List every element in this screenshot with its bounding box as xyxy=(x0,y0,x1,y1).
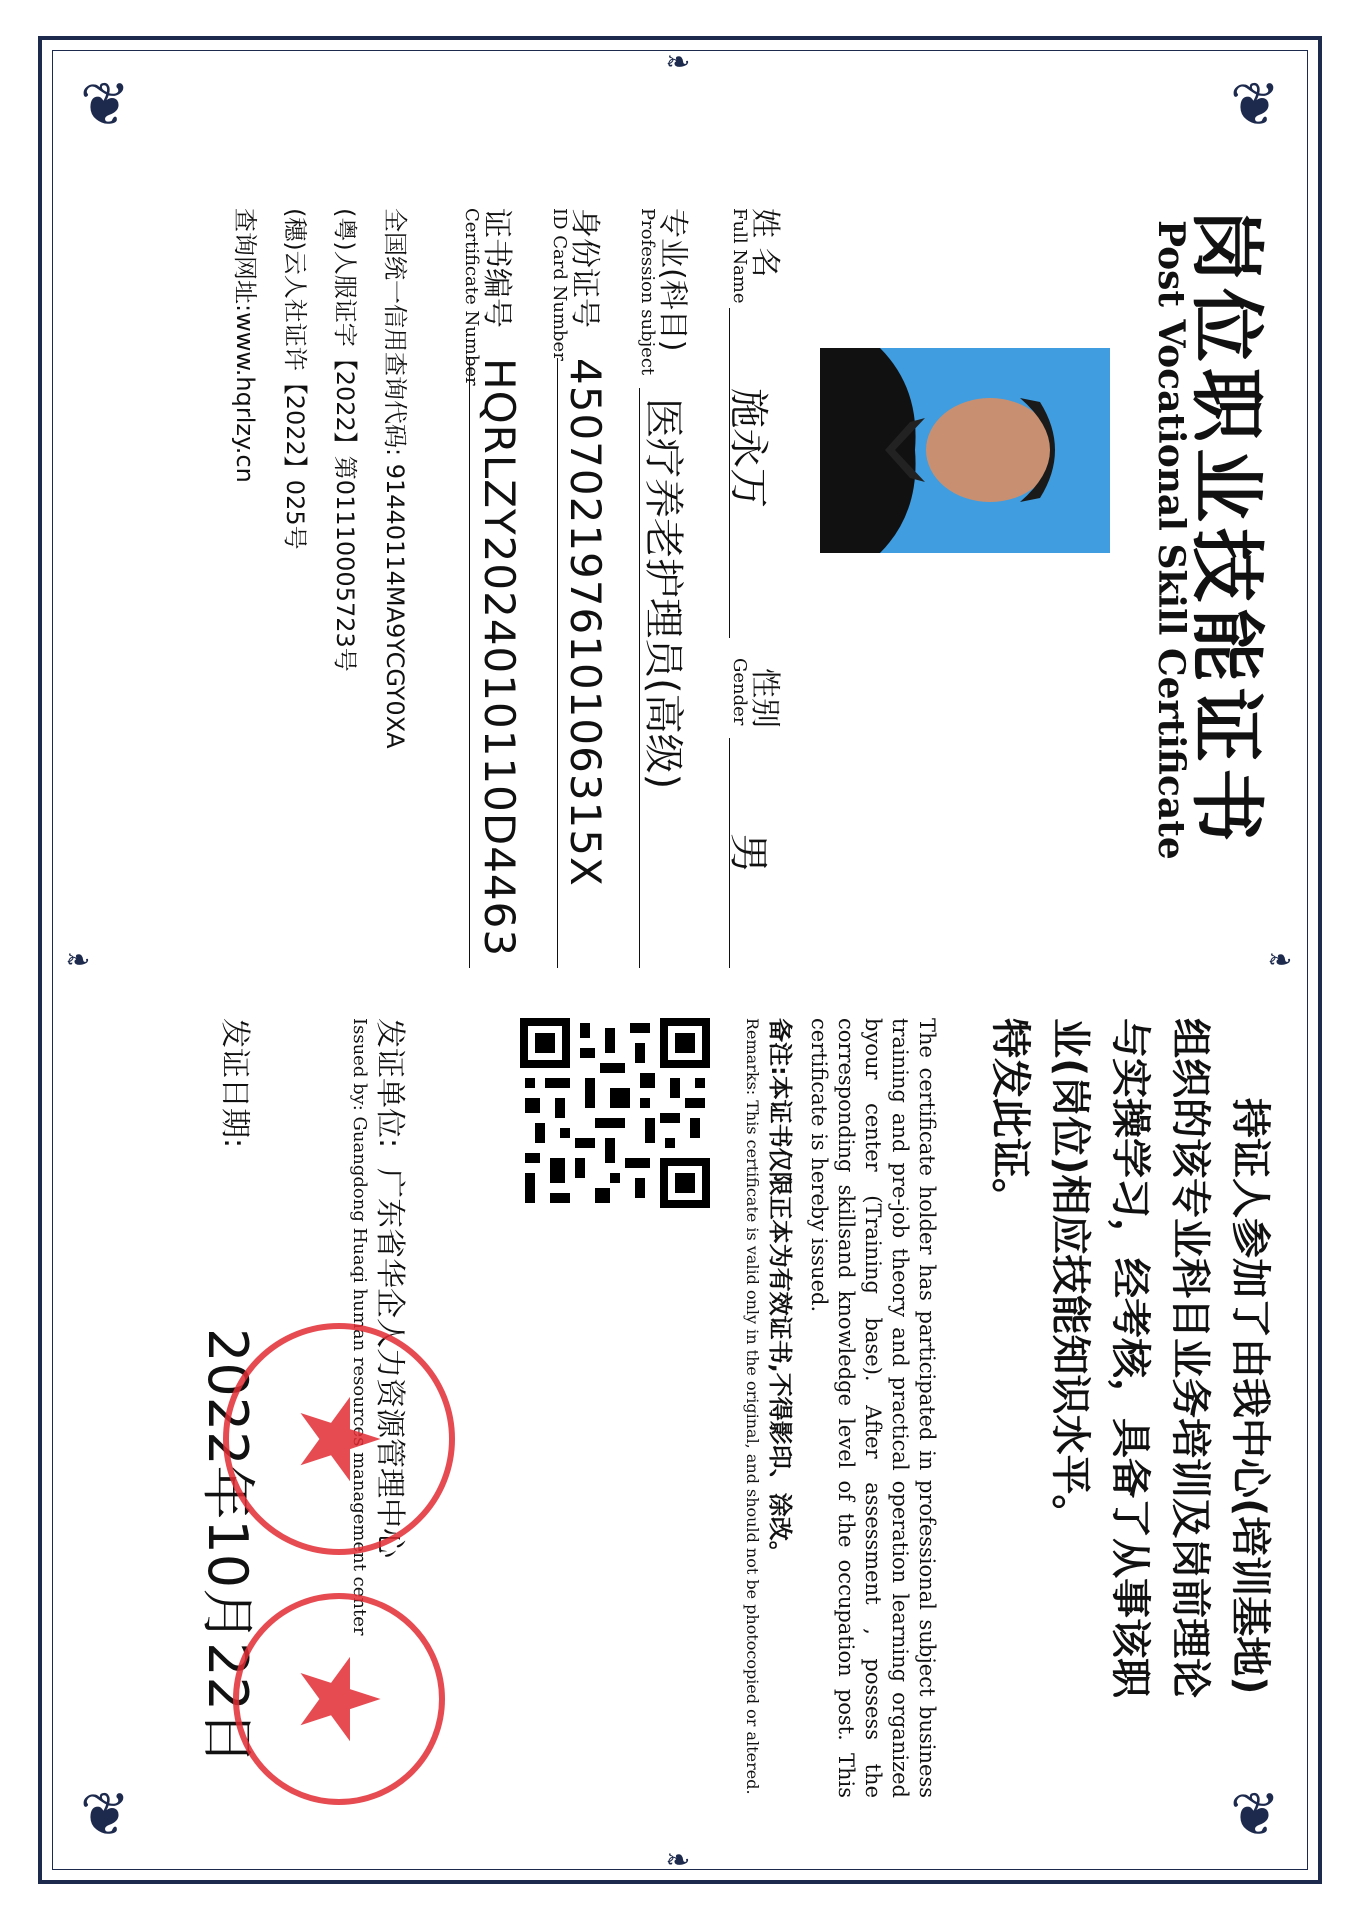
name-underline xyxy=(729,308,730,638)
seal-star-icon: ★ xyxy=(275,1389,403,1489)
certificate-body xyxy=(50,58,1310,1858)
official-seal xyxy=(223,1323,455,1555)
gender-value: 男 xyxy=(725,833,771,873)
title-en: Post Vocational Skill Certificate xyxy=(1150,220,1192,860)
issuer-value: 广东省华企人力资源管理中心 xyxy=(372,1168,407,1558)
profession-label-en: Profession subject xyxy=(637,208,658,376)
qr-code[interactable] xyxy=(520,1018,710,1208)
cert-no-value: HQRLZY2024010110D4463 xyxy=(475,358,524,958)
body-cn-line: 持证人参加了由我中心(培训基地) xyxy=(1227,1098,1273,1695)
id-label: 身份证号 xyxy=(567,208,602,328)
official-seal xyxy=(233,1593,445,1805)
body-cn-line: 特发此证。 xyxy=(987,1018,1033,1218)
id-value: 450702197610106315X xyxy=(561,358,610,887)
cert-no-underline xyxy=(469,358,470,968)
body-cn-line: 组织的该专业科目业务培训及岗前理论 xyxy=(1167,1018,1213,1698)
cert-no-label-en: Certificate Number xyxy=(461,208,482,386)
edge-ornament-icon: ❧ xyxy=(665,1842,691,1878)
credit-code: 全国统一信用查询代码: 91440114MA9YCGY0XA xyxy=(381,208,409,749)
profession-value: 医疗养老护理员(高级) xyxy=(640,398,686,790)
permit-2: (穗)云人社证许【2022】025号 xyxy=(281,208,309,550)
remarks-cn: 备注:本证书仅限正本为有效证书,不得影印、涂改。 xyxy=(766,1018,794,1565)
corner-ornament-icon: ❦ xyxy=(1229,1780,1281,1850)
name-value: 施永万 xyxy=(725,388,771,508)
gender-underline xyxy=(729,738,730,968)
profession-label: 专业(科目) xyxy=(655,208,690,352)
seal-star-icon: ★ xyxy=(275,1649,403,1749)
id-label-en: ID Card Number xyxy=(549,208,570,361)
profession-underline xyxy=(639,388,640,968)
edge-ornament-icon: ❧ xyxy=(665,44,691,80)
corner-ornament-icon: ❦ xyxy=(79,70,131,140)
issuer-label: 发证单位: xyxy=(372,1018,407,1149)
cert-no-label: 证书编号 xyxy=(479,208,514,328)
remarks-en: Remarks: This certificate is valid only in the original, and should not be photocopied or altered. xyxy=(743,1018,762,1795)
name-label: 姓 名 xyxy=(747,208,782,278)
date-label: 发证日期: xyxy=(217,1018,252,1149)
edge-ornament-icon: ❧ xyxy=(65,942,91,978)
holder-photo xyxy=(820,348,1110,553)
issuer-en: Issued by: Guangdong Huaqi human resources management center xyxy=(349,1018,370,1636)
id-underline xyxy=(557,358,558,968)
body-en: The certificate holder has participated in professional subject business training and pre-job theory and practical operation learning organized byour center (Training base). After assessment , possess the corresponding skillsand knowledge level of the occupation post. This certificate is hereby issued. xyxy=(807,1018,939,1798)
gender-label: 性别 xyxy=(747,668,782,728)
title-cn: 岗位职业技能证书 xyxy=(1183,208,1269,848)
date-value: 2022年10月22日 xyxy=(196,1328,259,1765)
query-url: 查询网址:www.hqrlzy.cn xyxy=(231,208,259,483)
edge-ornament-icon: ❧ xyxy=(1267,942,1293,978)
gender-label-en: Gender xyxy=(729,658,750,726)
corner-ornament-icon: ❦ xyxy=(1229,70,1281,140)
name-label-en: Full Name xyxy=(729,208,750,304)
body-cn-line: 业(岗位)相应技能知识水平。 xyxy=(1047,1018,1093,1535)
body-cn-line: 与实操学习，经考核，具备了从事该职 xyxy=(1107,1018,1153,1698)
corner-ornament-icon: ❦ xyxy=(79,1780,131,1850)
permit-1: (粤)人服证字【2022】第01110005723号 xyxy=(331,208,359,672)
